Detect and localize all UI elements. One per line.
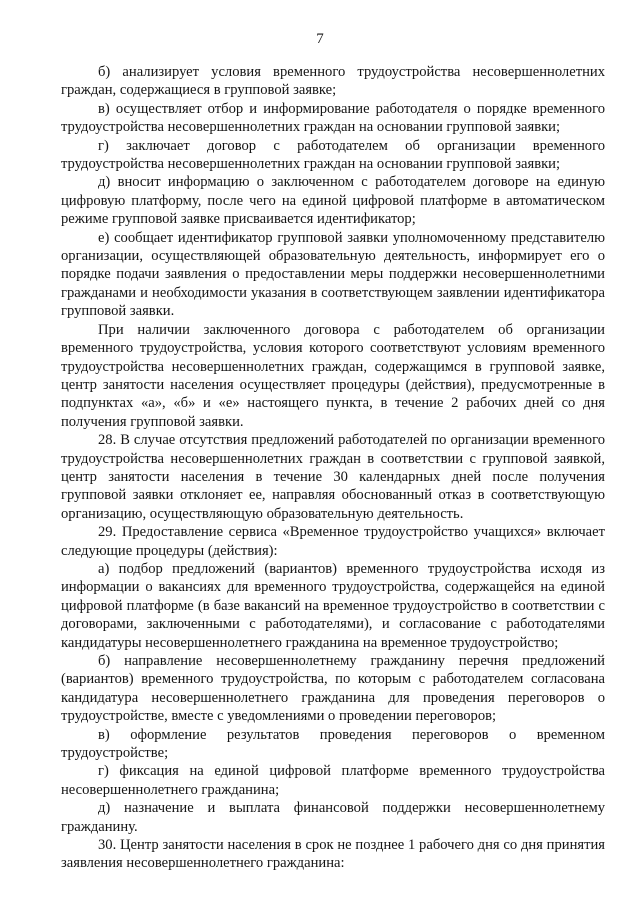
document-body (61, 63, 605, 873)
paragraph-v-selection: в) осуществляет отбор и информирование работодателя о порядке временного трудоустройства несовершеннолетних граждан на основании групповой заявки; (61, 100, 605, 136)
paragraph-30: 30. Центр занятости населения в срок не позднее 1 рабочего дня со дня принятия заявления несовершеннолетнего гражданина: (61, 837, 605, 872)
paragraph-e-identifier: е) сообщает идентификатор групповой заявки уполномоченному представителю организации, осуществляющей образовательную деятельность, информирует его о порядке подачи заявления о предоставлении меры поддержки несовершеннолетними гражданами и необходимости указания в соответствующем заявлении идентификатора групповой заявки. (61, 229, 605, 320)
paragraph-29-g: г) фиксация на единой цифровой платформе временного трудоустройства несовершеннолетнего гражданина; (61, 763, 605, 798)
paragraph-b-analyzes: б) анализирует условия временного трудоустройства несовершеннолетних граждан, содержащиеся в групповой заявке; (61, 64, 605, 99)
paragraph-29: 29. Предоставление сервиса «Временное трудоустройство учащихся» включает следующие процедуры (действия): (61, 524, 605, 559)
paragraph-existing-contract: При наличии заключенного договора с работодателем об организации временного трудоустройства, условия которого соответствуют условиям временного трудоустройства несовершеннолетних граждан, содержащимся в групповой заявке, центр занятости населения осуществляет процедуры (действия), предусмотренные в подпунктах «а», «б» и «е» настоящего пункта, в течение 2 рабочих дней со дня получения групповой заявки. (61, 321, 605, 430)
paragraph-g-contract: г) заключает договор с работодателем об организации временного трудоустройства несовершеннолетних граждан на основании групповой заявки; (61, 137, 605, 173)
paragraph-29-v: в) оформление результатов проведения переговоров о временном трудоустройстве; (61, 726, 605, 762)
paragraph-29-d: д) назначение и выплата финансовой поддержки несовершеннолетнему гражданину. (61, 800, 605, 835)
paragraph-29-b: б) направление несовершеннолетнему гражданину перечня предложений (вариантов) временного трудоустройства, по которым с работодателем согласована кандидатура несовершеннолетнего гражданина для проведения переговоров о трудоустройстве, вместе с уведомлениями о проведении переговоров; (61, 653, 605, 725)
paragraph-d-platform: д) вносит информацию о заключенном с работодателем договоре на единую цифровую платформу, после чего на единой цифровой платформе в автоматическом режиме групповой заявке присваивается идентификатор; (61, 174, 605, 228)
paragraph-29-a: а) подбор предложений (вариантов) временного трудоустройства исходя из информации о вакансиях для временного трудоустройства, содержащейся на единой цифровой платформе (в базе вакансий на временное трудоустройство в соответствии с договорами, заключенными с работодателями), и согласование с работодателями кандидатуры несовершеннолетнего гражданина на временное трудоустройство; (61, 560, 605, 651)
paragraph-28: 28. В случае отсутствия предложений работодателей по организации временного трудоустройства несовершеннолетних граждан в соответствии с групповой заявкой, центр занятости населения в течение 30 календарных дней после получения групповой заявки отклоняет ее, направляя обоснованный отказ в соответствующую организацию, осуществляющую образовательную деятельность. (61, 432, 605, 522)
page-number: 7 (316, 31, 324, 47)
